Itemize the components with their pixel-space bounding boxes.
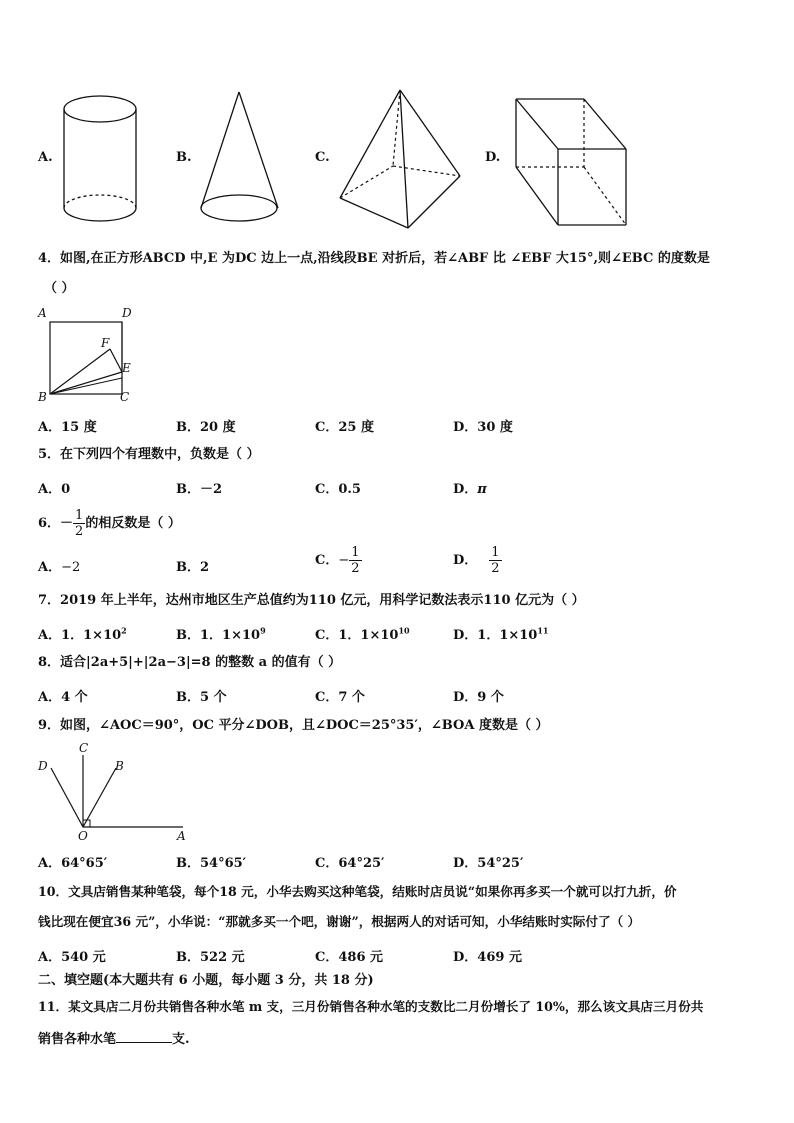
- q9-label-a: A: [177, 829, 186, 843]
- q6-option-c[interactable]: C．− $\frac{1}{2}$: [315, 545, 360, 576]
- pyramid-figure: [338, 88, 463, 233]
- q10-option-d[interactable]: D．469 元: [453, 950, 522, 965]
- q4-option-c[interactable]: C．25 度: [315, 420, 374, 435]
- q9-option-d[interactable]: D．54°25′: [453, 856, 524, 871]
- q10-option-a[interactable]: A．540 元: [38, 950, 106, 965]
- q4-question-text: 4．如图,在正方形ABCD 中,E 为DC 边上一点,沿线段BE 对折后，若∠ABF 比 ∠EBF 大15°,则∠EBC 的度数是: [38, 251, 710, 266]
- q4-label-d: D: [122, 306, 132, 320]
- q4-option-d[interactable]: D．30 度: [453, 420, 513, 435]
- q8-question-text: 8．适合|2a+5|+|2a−3|=8 的整数 a 的值有（ ）: [38, 655, 342, 670]
- section-heading: 二、填空题(本大题共有 6 小题，每小题 3 分，共 18 分): [38, 973, 374, 988]
- q7-option-a[interactable]: A．1．$1\times 10^2$: [38, 625, 127, 643]
- q9-option-b[interactable]: B．54°65′: [176, 856, 247, 871]
- q10-question-line-2: 钱比现在便宜36 元”，小华说：“那就多买一个吧，谢谢”，根据两人的对话可知，小华结账时实际付了（ ）: [38, 914, 641, 929]
- q5-option-d[interactable]: D．π: [453, 482, 487, 497]
- q7-question-text: 7．2019 年上半年，达州市地区生产总值约为110 亿元，用科学记数法表示110 亿元为（ ）: [38, 593, 585, 608]
- q10-option-b[interactable]: B．522 元: [176, 950, 245, 965]
- q9-label-o: O: [78, 829, 88, 843]
- prism-figure: [514, 97, 629, 229]
- q5-option-b[interactable]: B．－2: [176, 482, 223, 497]
- q6-option-b[interactable]: B．2: [176, 560, 210, 575]
- q9-label-d: D: [38, 759, 48, 773]
- q4-label-a: A: [38, 306, 47, 320]
- q8-option-a[interactable]: A．4 个: [38, 690, 88, 705]
- q6-question-text: 6．－ $\frac{1}{2}$ 的相反数是（ ）: [38, 508, 181, 539]
- q9-label-b: B: [115, 759, 124, 773]
- q4-answer-paren: （ ）: [44, 281, 75, 296]
- q4-option-a[interactable]: A．15 度: [38, 420, 97, 435]
- cylinder-figure: [60, 95, 140, 225]
- q3-option-b-label: B.: [176, 150, 192, 165]
- q4-label-c: C: [120, 390, 130, 404]
- q4-label-b: B: [38, 390, 47, 404]
- cone-figure: [198, 90, 283, 225]
- q9-option-a[interactable]: A．64°65′: [38, 856, 108, 871]
- q11-question-line-1: 11．某文具店二月份共销售各种水笔 m 支，三月份销售各种水笔的支数比二月份增长了 10%，那么该文具店三月份共: [38, 999, 704, 1014]
- q7-option-b[interactable]: B．1．$1\times 10^9$: [176, 625, 266, 643]
- q6-option-a[interactable]: A．−2: [38, 560, 81, 575]
- q7-option-d[interactable]: D．1．$1\times 10^{11}$: [453, 625, 549, 643]
- q8-option-b[interactable]: B．5 个: [176, 690, 227, 705]
- q3-option-a-label: A.: [38, 150, 53, 165]
- q3-option-d-label: D.: [485, 150, 501, 165]
- q11-answer-blank[interactable]: [116, 1030, 172, 1043]
- q6-option-d[interactable]: D． $\frac{1}{2}$: [453, 545, 500, 576]
- q8-option-c[interactable]: C．7 个: [315, 690, 365, 705]
- q9-question-text: 9．如图，∠AOC＝90°，OC 平分∠DOB，且∠DOC＝25°35′，∠BOA 度数是（ ）: [38, 718, 549, 733]
- q10-option-c[interactable]: C．486 元: [315, 950, 384, 965]
- q9-label-c: C: [79, 741, 89, 755]
- q4-option-b[interactable]: B．20 度: [176, 420, 236, 435]
- q7-option-c[interactable]: C．1．$1\times 10^{10}$: [315, 625, 410, 643]
- q8-option-d[interactable]: D．9 个: [453, 690, 504, 705]
- q5-question-text: 5．在下列四个有理数中，负数是（ ）: [38, 447, 260, 462]
- q10-question-line-1: 10．文具店销售某种笔袋，每个18 元，小华去购买这种笔袋，结账时店员说“如果你再多买一个就可以打九折，价: [38, 884, 677, 899]
- q5-option-c[interactable]: C．0.5: [315, 482, 361, 497]
- q4-label-e: E: [122, 361, 131, 375]
- q5-option-a[interactable]: A．0: [38, 482, 71, 497]
- q11-question-line-2: 销售各种水笔 支.: [38, 1032, 190, 1047]
- q3-option-c-label: C.: [315, 150, 330, 165]
- q4-label-f: F: [101, 336, 110, 350]
- q9-option-c[interactable]: C．64°25′: [315, 856, 385, 871]
